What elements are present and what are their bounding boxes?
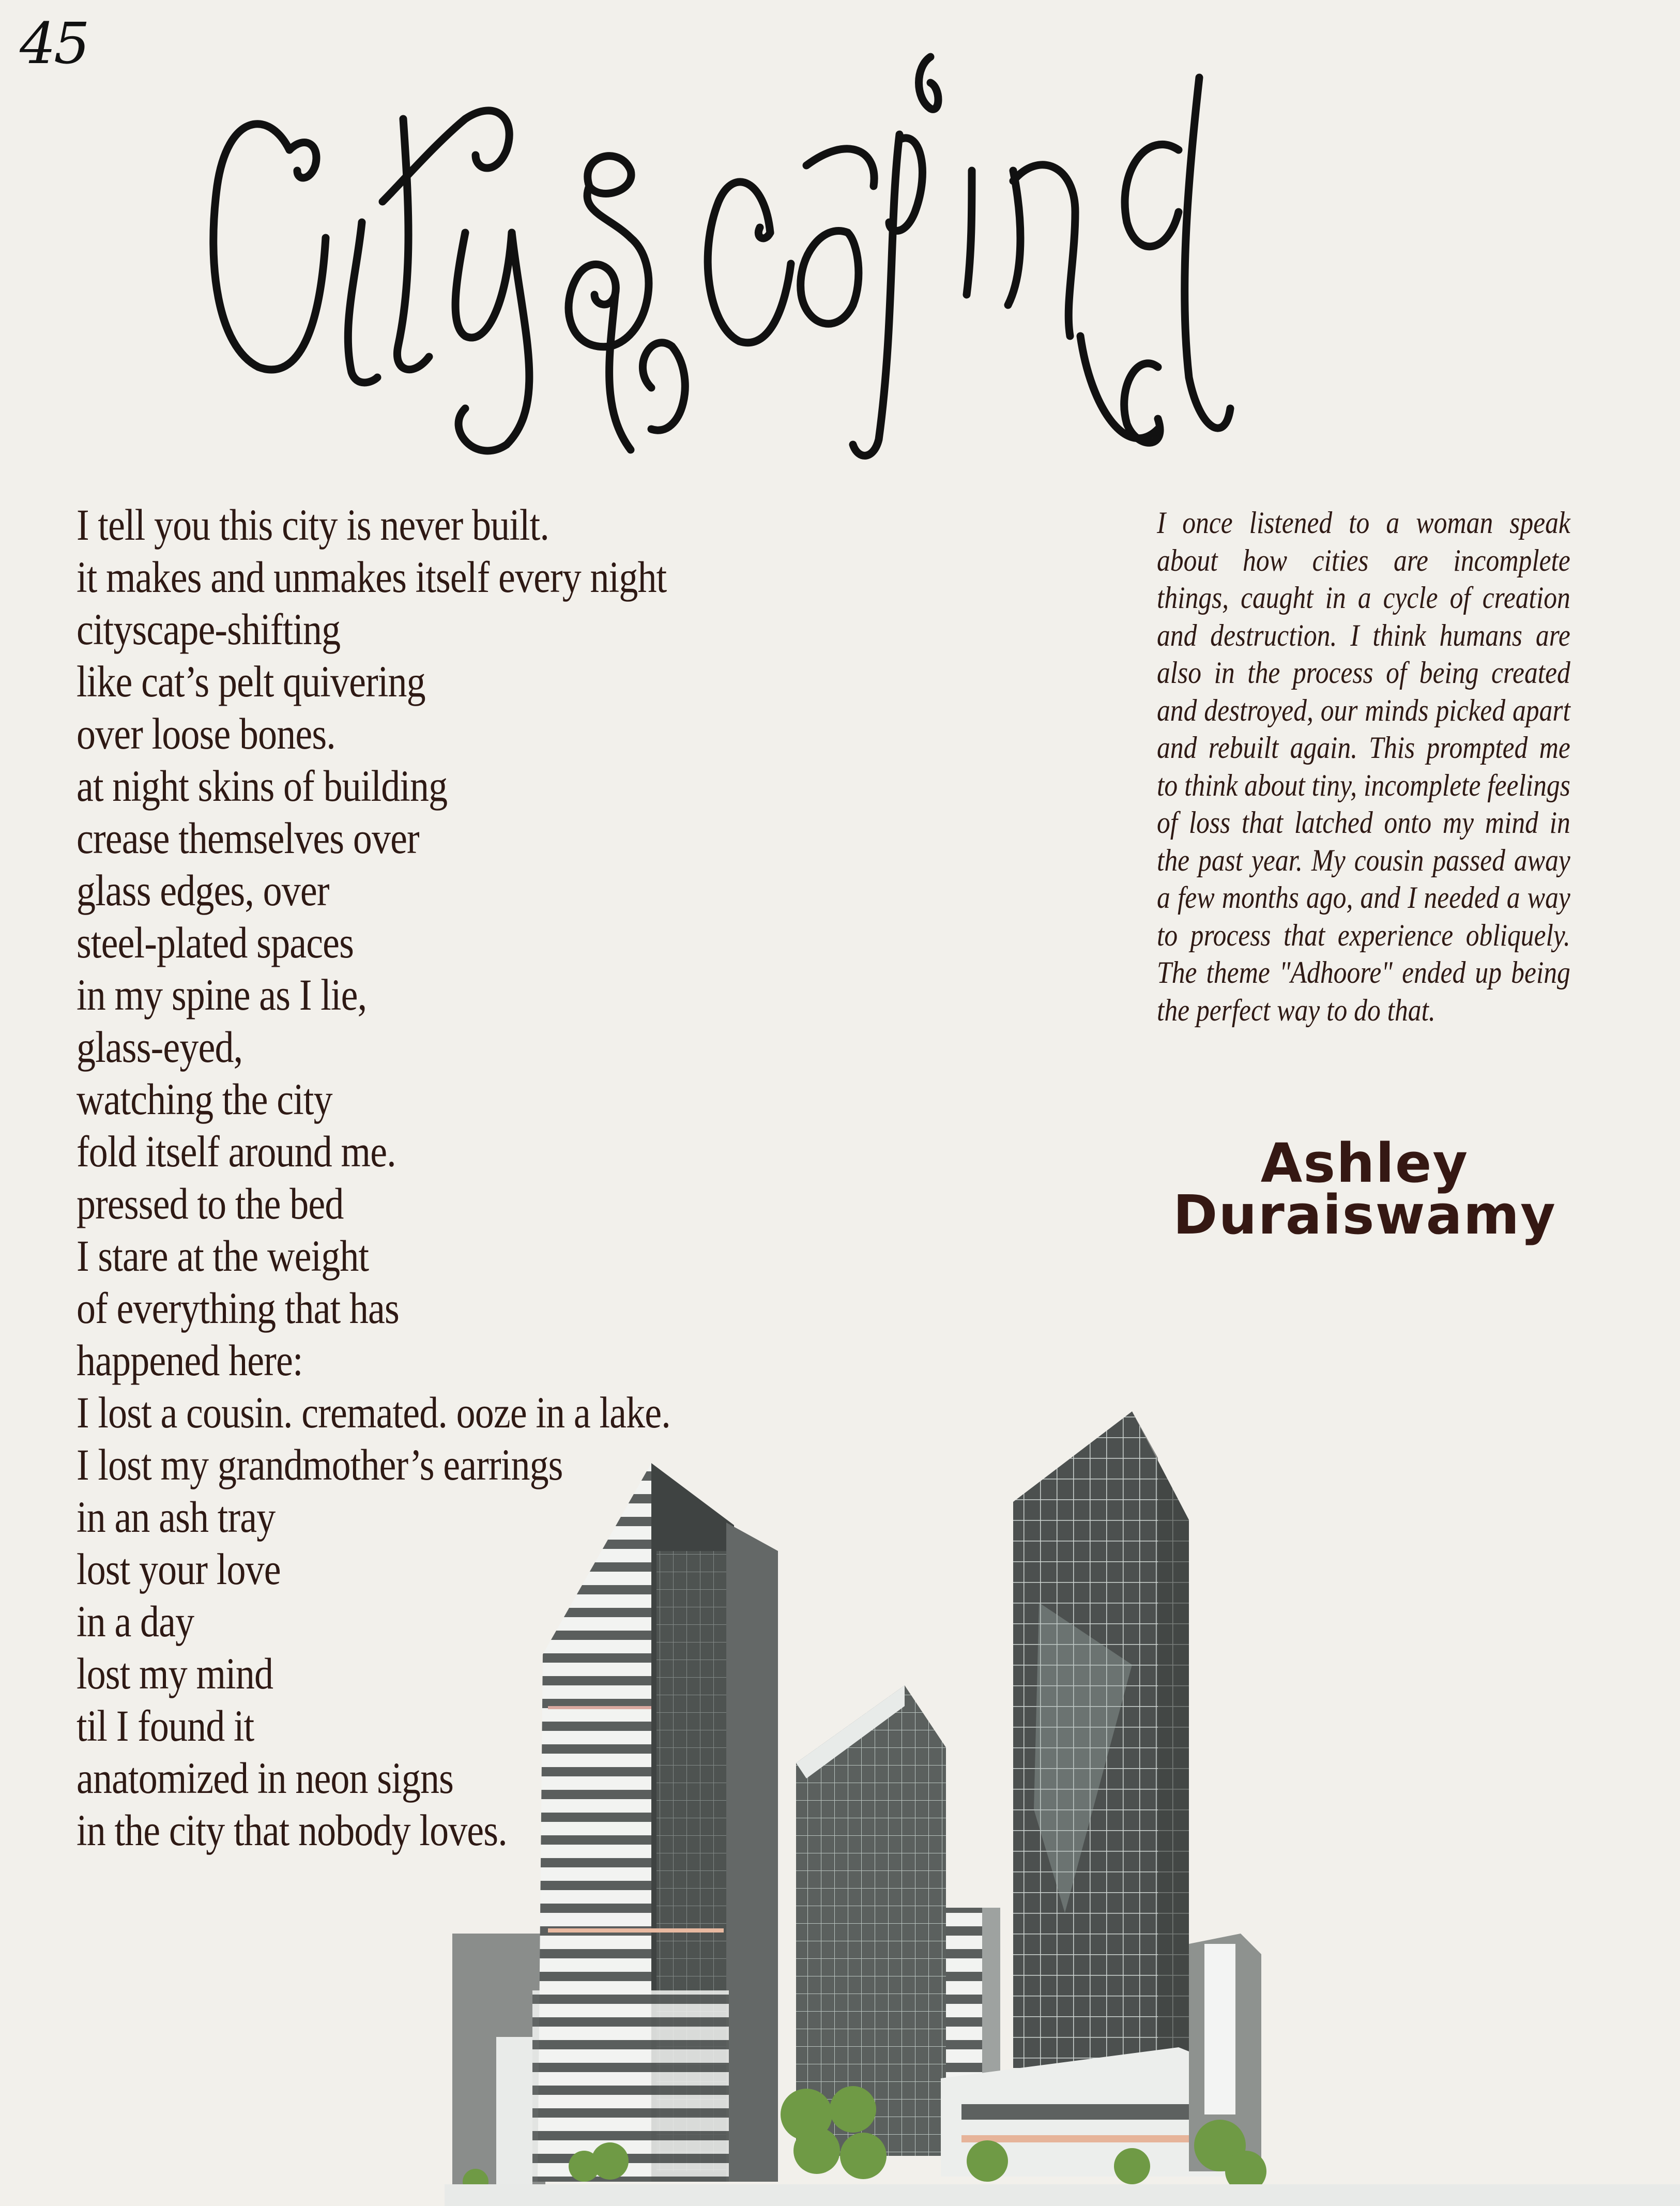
author-name [1158,1132,1571,1246]
poem-line: happened here: [77,1335,303,1385]
poem-line: anatomized in neon signs [77,1753,454,1803]
poem-line: crease themselves over [77,813,419,863]
poem-line: over loose bones. [77,709,335,758]
author-note-text: I once listened to a woman speak about how cities are incomplete things, caught in a cycle of creation and destruction. I think humans are also in the process of being created and destroyed, our minds picked apart and rebuilt again. This prompted me to think about tiny, incomplete feelings of loss that latched onto my mind in the past year. My cousin passed away a few months ago, and I needed a way to process that experience obliquely. The theme "Adhoore" ended up being the perfect way to do that. [1157,506,1570,1027]
poem-line: I lost my grandmother’s earrings [77,1440,563,1489]
page-number: 45 [20,10,88,77]
poem-line: steel-plated spaces [77,918,354,967]
poem-line: at night skins of building [77,761,448,811]
poem-line: I stare at the weight [77,1231,369,1281]
poem-line: fold itself around me. [77,1127,396,1176]
city-skyline-illustration [445,1396,1680,2206]
poem-line: in a day [77,1596,194,1646]
page-title [186,16,1499,465]
poem-line: watching the city [77,1074,332,1124]
poem-line: in my spine as I lie, [77,970,367,1020]
poem-line: I tell you this city is never built. [77,500,549,550]
poem-line: in the city that nobody loves. [77,1805,507,1855]
author-last-name: Duraiswamy [1173,1183,1556,1246]
poem-line: cityscape-shifting [77,604,341,654]
decorative-title-lettering [186,16,1499,465]
poem-line: lost my mind [77,1649,273,1698]
author-first-name: Ashley [1260,1132,1469,1195]
poem-line: pressed to the bed [77,1179,344,1228]
poem-line: of everything that has [77,1283,399,1333]
poem-line: glass-eyed, [77,1022,243,1072]
poem-line: it makes and unmakes itself every night [77,552,667,602]
buildings-image [445,1396,1680,2206]
author-note [1157,504,1570,1029]
poem-line: I lost a cousin. cremated. ooze in a lake. [77,1388,670,1437]
poem-line: glass edges, over [77,865,329,915]
poem-line: in an ash tray [77,1492,276,1542]
poem-line: lost your love [77,1544,281,1594]
poem-line: like cat’s pelt quivering [77,657,425,706]
poem-line: til I found it [77,1701,254,1751]
